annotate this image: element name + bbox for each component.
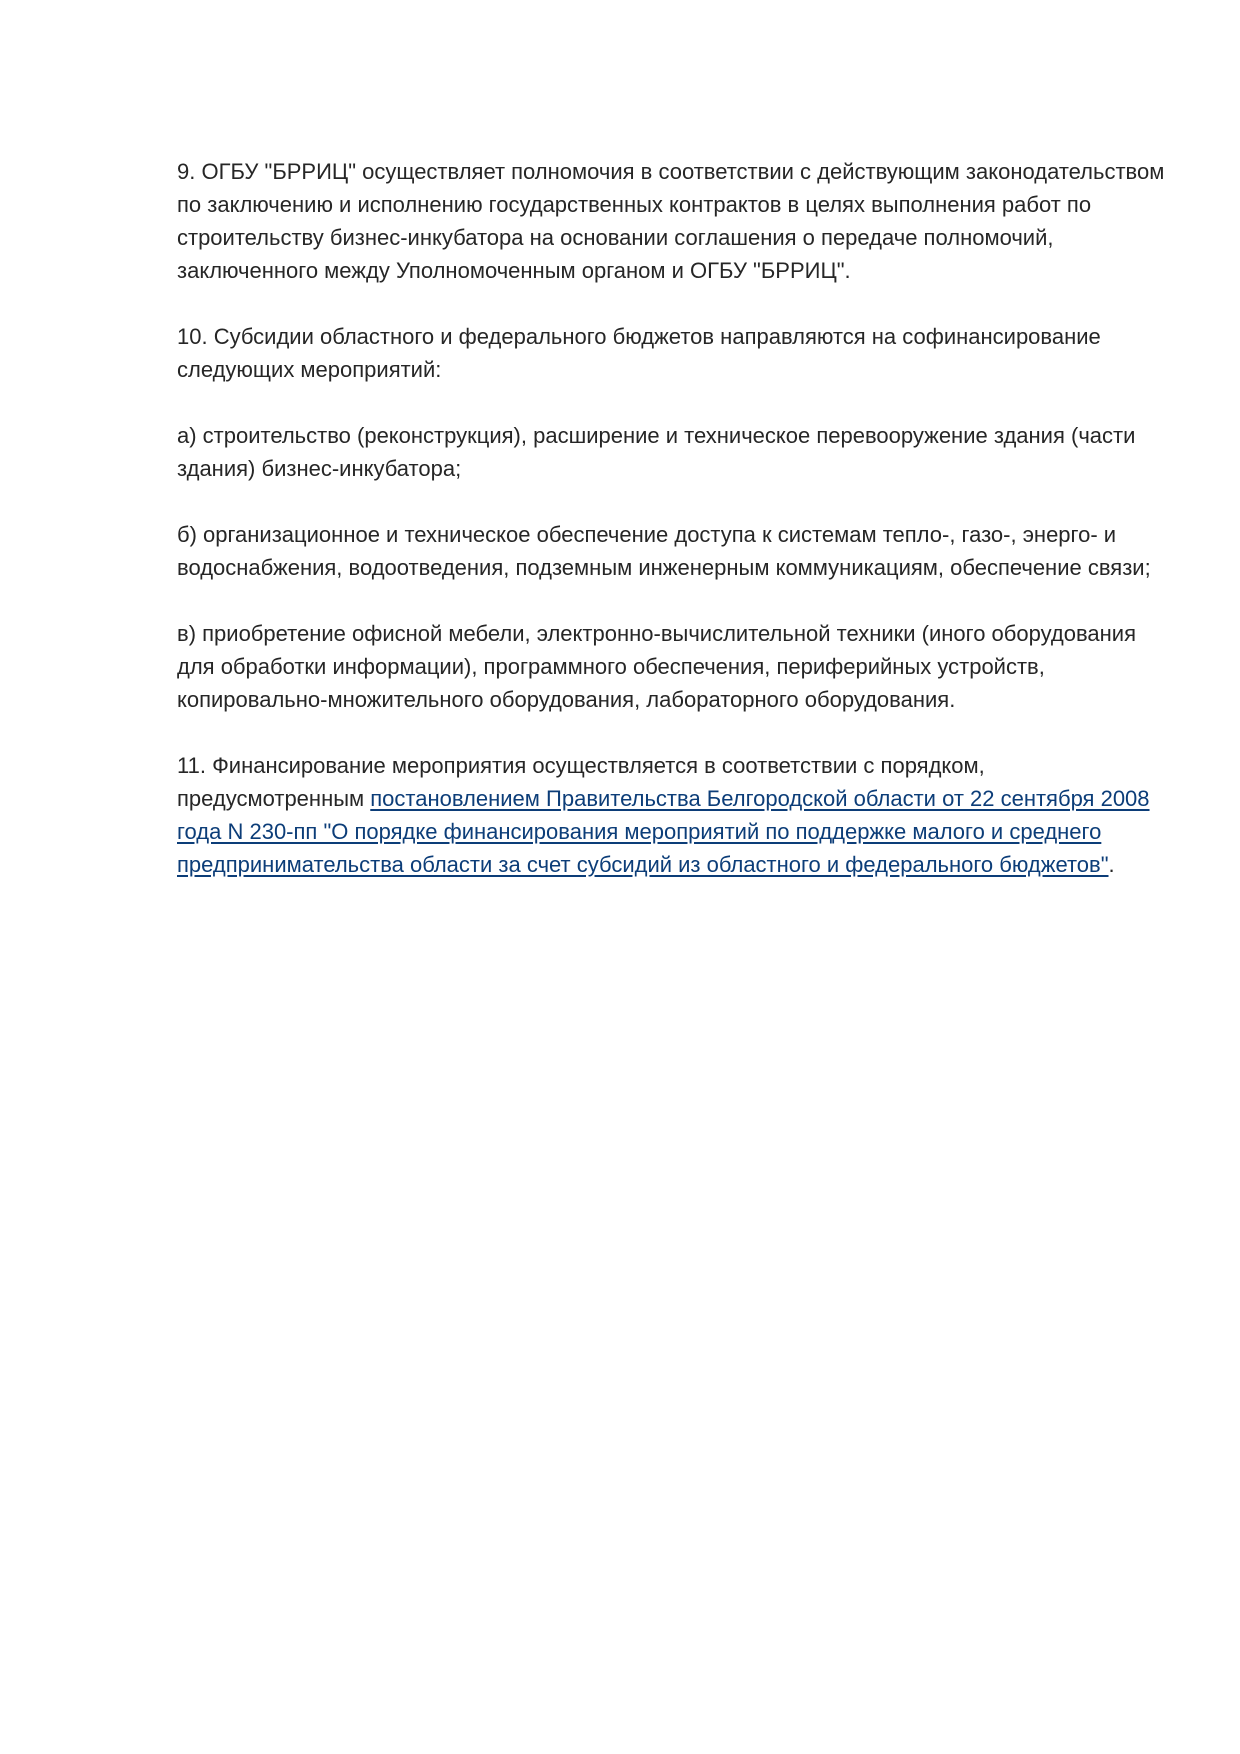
paragraph-item-b: б) организационное и техническое обеспечение доступа к системам тепло-, газо-, энерго- и водоснабжения, водоотведения, подземным инженерным коммуникациям, обеспечение связи;	[177, 522, 1151, 580]
paragraph-11	[177, 749, 1167, 881]
paragraph-10: 10. Субсидии областного и федерального бюджетов направляются на софинансирование следующих мероприятий:	[177, 324, 1101, 382]
document-body	[177, 155, 1167, 881]
resolution-230-pp-link[interactable]: постановлением Правительства Белгородской области от 22 сентября 2008 года N 230-пп "О порядке финансирования мероприятий по поддержке малого и среднего предпринимательства области за счет субсидий из областного и федерального бюджетов"	[177, 786, 1150, 877]
paragraph-11-intro: 11. Финансирование мероприятия осуществляется в соответствии с порядком, предусмотренным	[177, 753, 985, 811]
paragraph-9: 9. ОГБУ "БРРИЦ" осуществляет полномочия в соответствии с действующим законодательством по заключению и исполнению государственных контрактов в целях выполнения работ по строительству бизнес-инкубатора на основании соглашения о передаче полномочий, заключенного между Уполномоченным органом и ОГБУ "БРРИЦ".	[177, 159, 1165, 283]
paragraph-item-v: в) приобретение офисной мебели, электронно-вычислительной техники (иного оборудования для обработки информации), программного обеспечения, периферийных устройств, копировально-множительного оборудования, лабораторного оборудования.	[177, 621, 1136, 712]
paragraph-11-end: .	[1108, 852, 1115, 877]
paragraph-item-a: а) строительство (реконструкция), расширение и техническое перевооружение здания (части здания) бизнес-инкубатора;	[177, 423, 1136, 481]
